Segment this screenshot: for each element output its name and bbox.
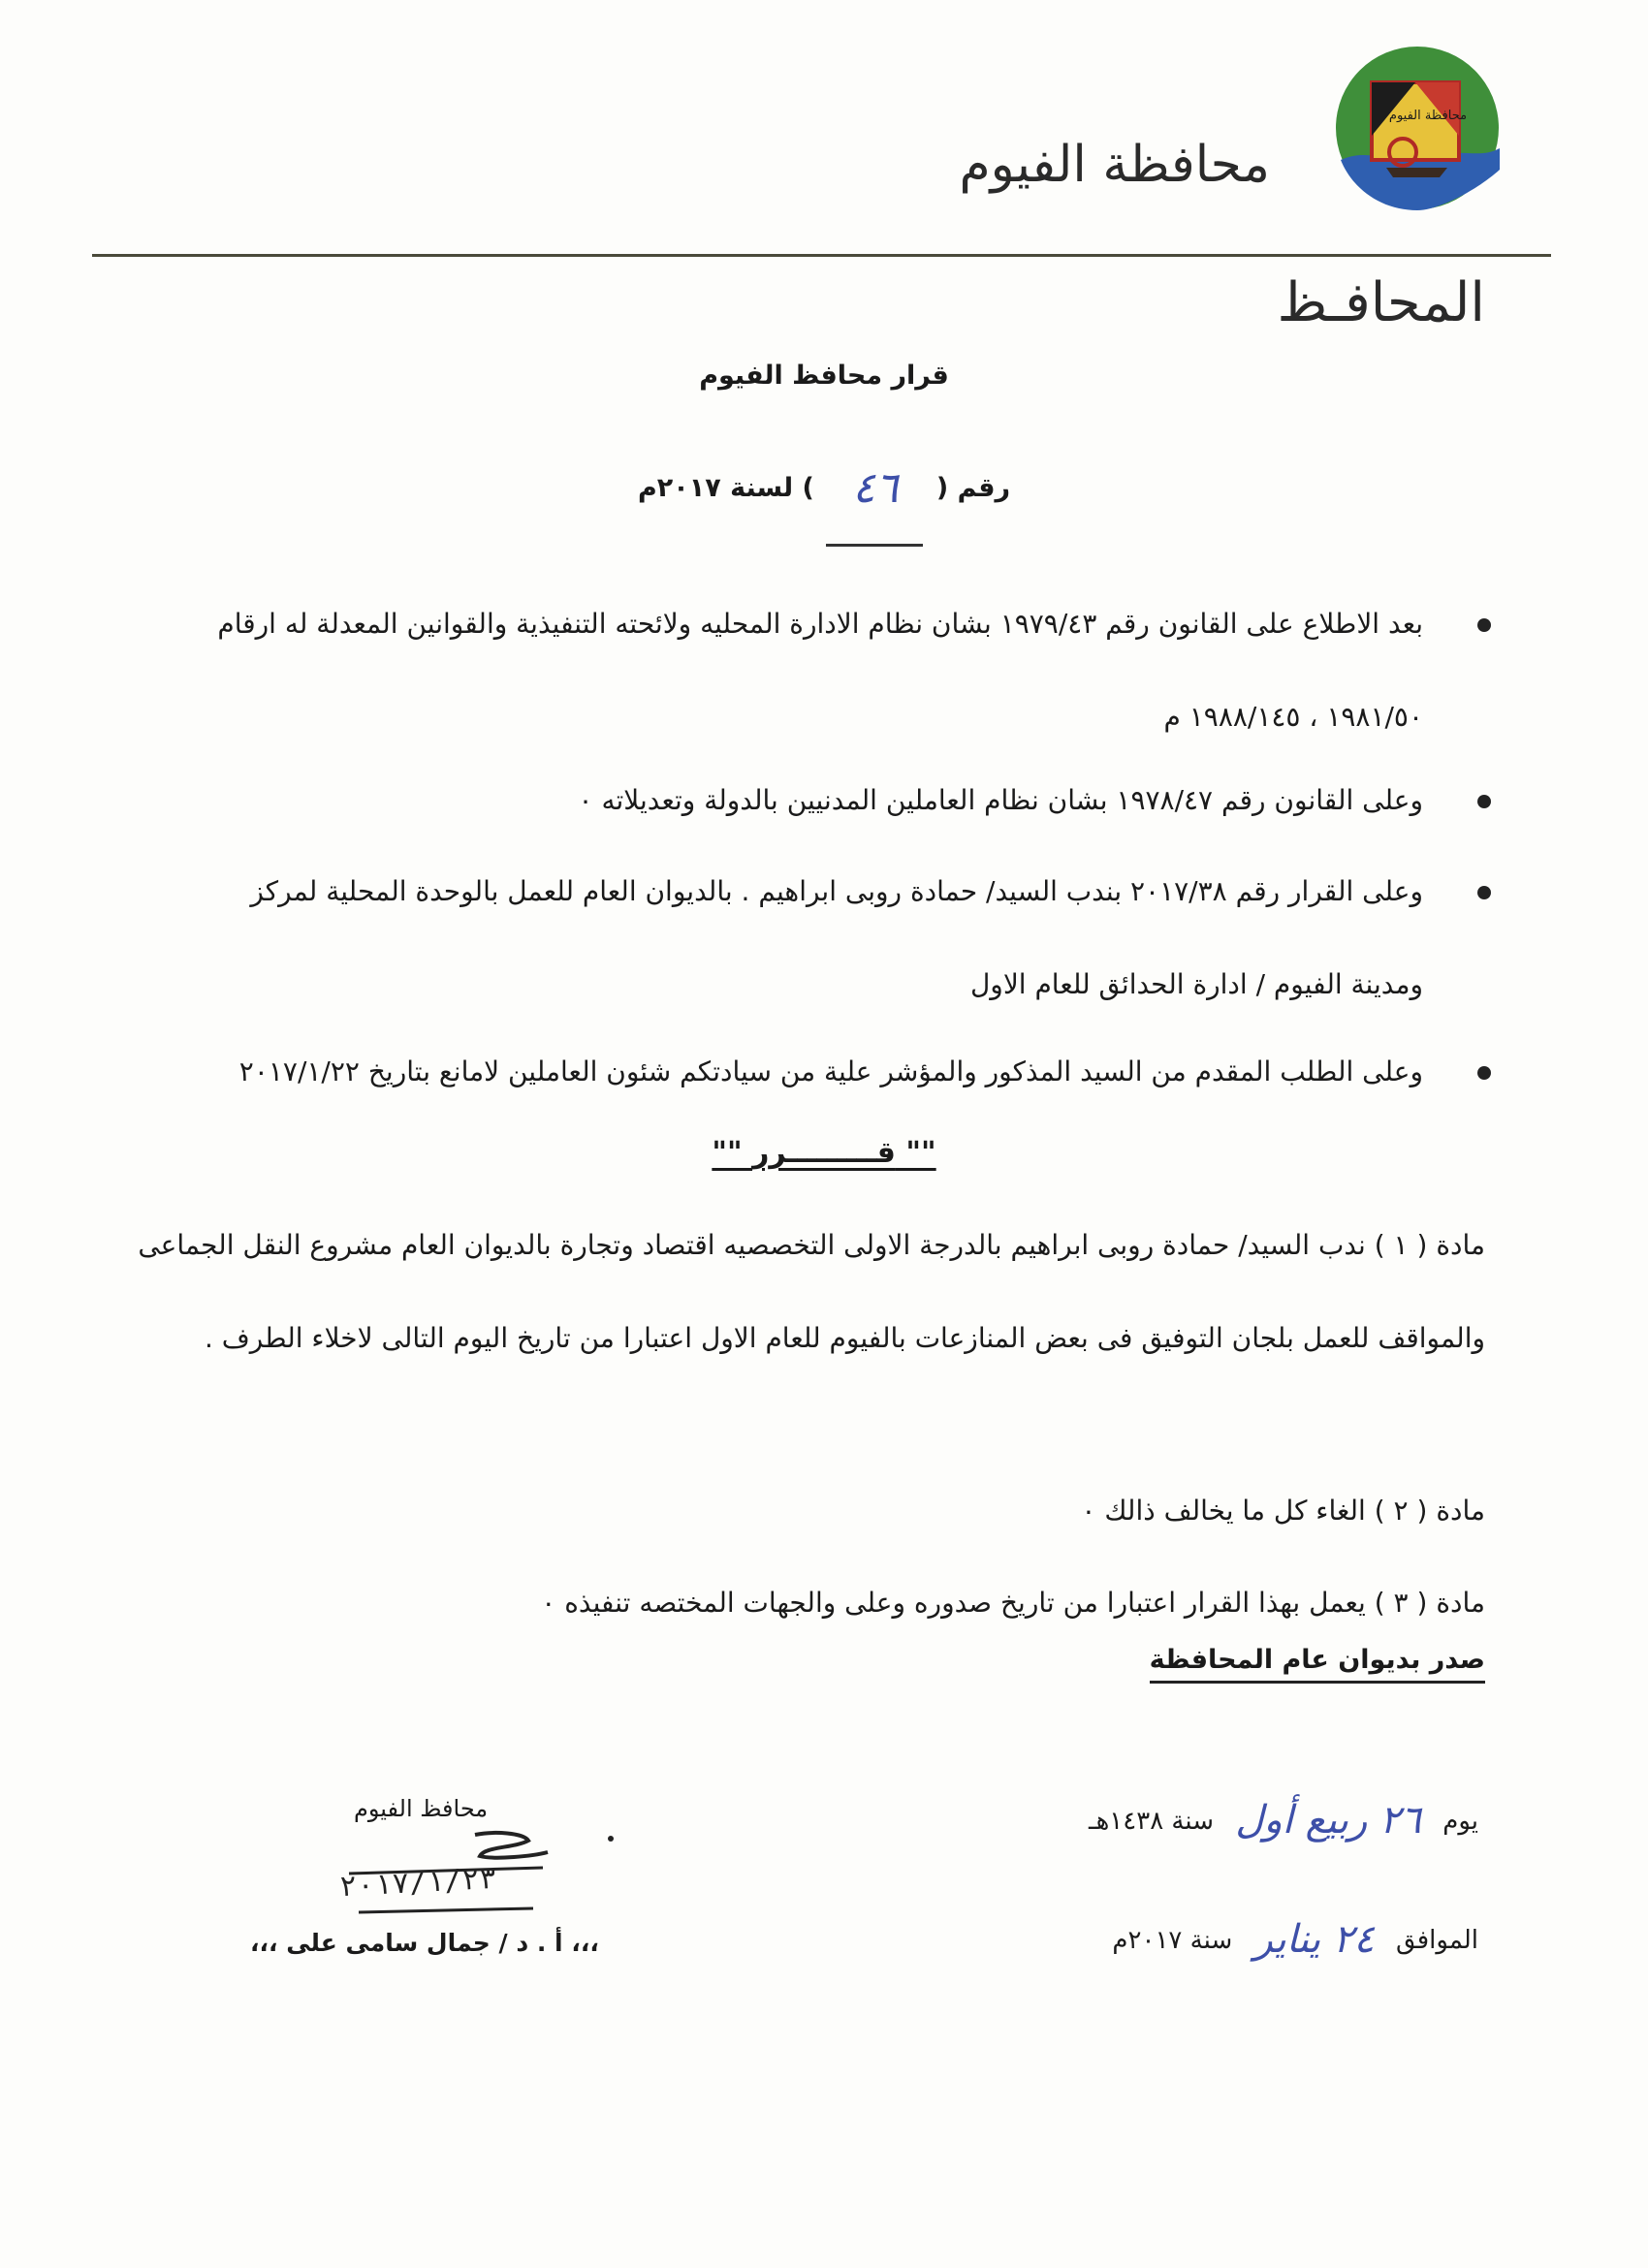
governor-title: المحافـظ <box>1277 271 1485 334</box>
bullet <box>1477 886 1491 899</box>
governorate-logo <box>1333 44 1503 213</box>
bullet <box>1477 795 1491 808</box>
bullet <box>1477 1066 1491 1080</box>
number-underline <box>826 544 923 547</box>
article-2: مادة ( ٢ ) الغاء كل ما يخالف ذالك ٠ <box>1081 1495 1485 1527</box>
preamble-item: وعلى الطلب المقدم من السيد المذكور والمؤشر علية من سيادتكم شئون العاملين لامانع بتاريخ ٢٠١٧/١/٢٢ <box>238 1055 1423 1087</box>
handwritten-gregorian-day: ٢٤ يناير <box>1253 1917 1375 1962</box>
decision-number-line <box>0 463 1648 513</box>
gregorian-year: سنة ٢٠١٧م <box>1112 1926 1233 1955</box>
hijri-date-line <box>1089 1798 1478 1843</box>
decided-heading <box>0 1136 1648 1170</box>
governorate-name: محافظة الفيوم <box>959 136 1270 194</box>
bullet <box>1477 618 1491 632</box>
year-label: ) لسنة ٢٠١٧م <box>637 473 814 503</box>
handwritten-signature-date: ٢٠١٧/١/٢٣ <box>338 1861 498 1905</box>
article-1: مادة ( ١ ) ندب السيد/ حمادة روبى ابراهيم بالدرجة الاولى التخصصيه اقتصاد وتجارة بالديوان العام مشروع النقل الجماعى والمواقف للعمل بلجان التوفيق فى بعض المنازعات بالفيوم للعام الاول اعتبارا من تاريخ اليوم التالى لاخلاء الطرف . <box>138 1229 1485 1354</box>
article-3: مادة ( ٣ ) يعمل بهذا القرار اعتبارا من تاريخ صدوره وعلى والجهات المختصه تنفيذه ٠ <box>541 1587 1485 1619</box>
day-label: يوم <box>1442 1807 1478 1836</box>
signatory-title: محافظ الفيوم <box>354 1795 489 1822</box>
corresponding-label: الموافق <box>1396 1926 1478 1955</box>
preamble-item: وعلى القرار رقم ٢٠١٧/٣٨ بندب السيد/ حمادة روبى ابراهيم . بالديوان العام للعمل بالوحدة المحلية لمركز ومدينة الفيوم / ادارة الحدائق للعام الاول <box>250 875 1423 1000</box>
handwritten-hijri-day: ٢٦ ربيع أول <box>1235 1798 1421 1843</box>
header-divider <box>92 254 1551 257</box>
gregorian-date-line <box>1112 1917 1478 1962</box>
handwritten-decision-number: ٤٦ <box>852 463 899 513</box>
decision-title: قرار محافظ الفيوم <box>699 361 949 391</box>
number-label: رقم ( <box>935 473 1011 503</box>
preamble-item: بعد الاطلاع على القانون رقم ١٩٧٩/٤٣ بشان نظام الادارة المحليه ولائحته التنفيذية والقوانين المعدلة له ارقام ١٩٨١/٥٠ ، ١٩٨٨/١٤٥ م <box>217 608 1423 733</box>
issued-at: صدر بديوان عام المحافظة <box>1150 1645 1485 1684</box>
svg-text:محافظة الفيوم: محافظة الفيوم <box>1388 109 1468 123</box>
preamble-item: وعلى القانون رقم ١٩٧٨/٤٧ بشان نظام العاملين المدنيين بالدولة وتعديلاته ٠ <box>578 784 1423 816</box>
decided-text: "" قـــــــــرر "" <box>712 1136 936 1170</box>
signatory-name: ،،، أ . د / جمال سامى على ،،، <box>250 1929 599 1957</box>
hijri-year: سنة ١٤٣٨هـ <box>1088 1807 1214 1836</box>
